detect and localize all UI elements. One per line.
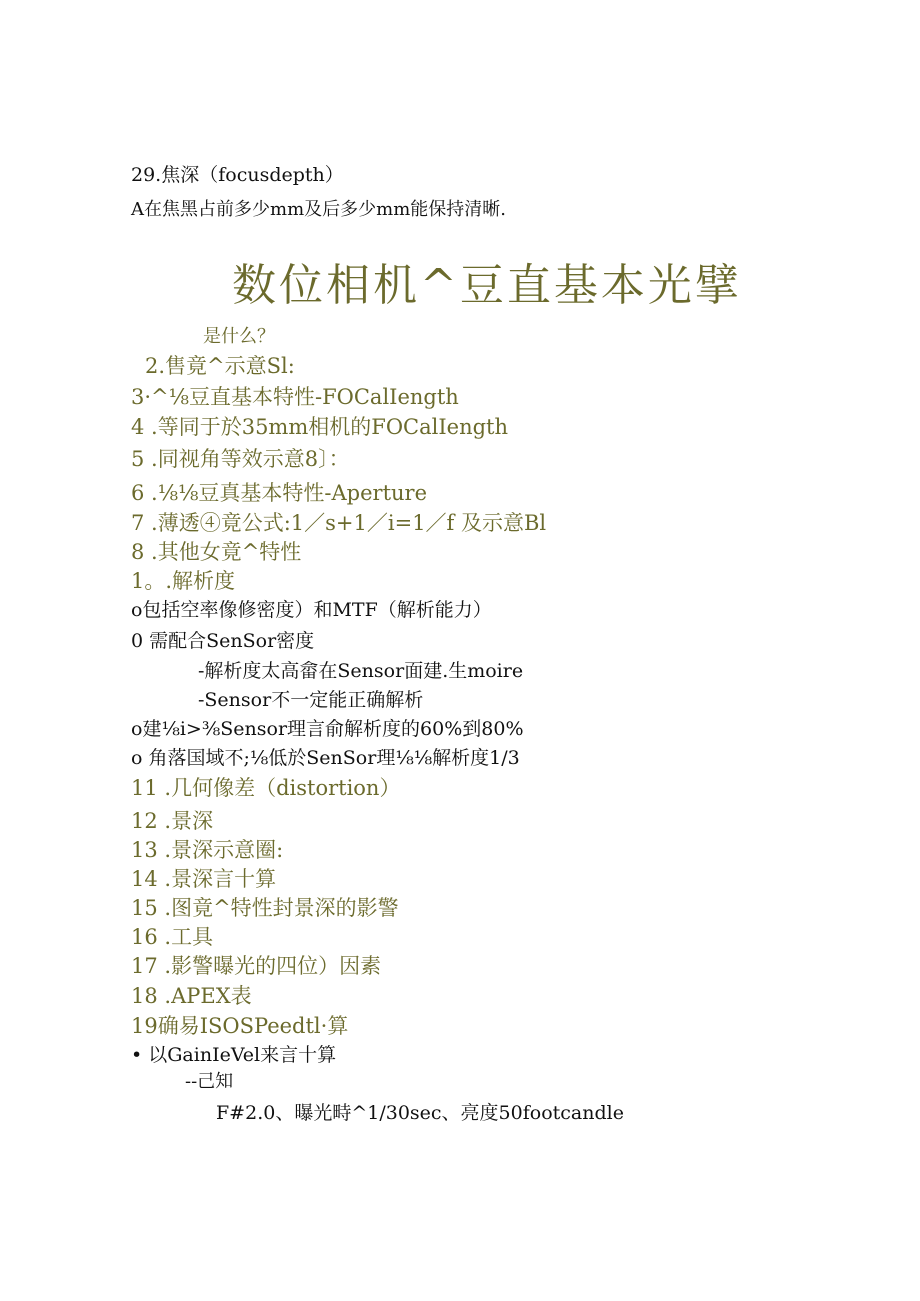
line-08: 8 .其他女竟^特性 — [131, 540, 302, 564]
line-gain-level: • 以GainIeVel来言十算 — [131, 1044, 337, 1066]
line-03: 3·^⅛豆直基本特性-FOCalIength — [131, 385, 459, 409]
line-06: 6 .⅛⅛豆真基本特性-Aperture — [131, 481, 428, 505]
line-13: 13 .景深示意圈: — [131, 838, 284, 862]
line-resolution-includes: o包括空率像修密度）和MTF（解析能力） — [131, 599, 492, 621]
line-14: 14 .景深言十算 — [131, 867, 277, 891]
line-17: 17 .影警曝光的四位）因素 — [131, 954, 382, 978]
line-07: 7 .薄透④竟公式:1／s+1／i=1／f 及示意Bl — [131, 511, 547, 535]
page-title: 数位相机^豆直基本光擘 — [232, 260, 742, 311]
line-focus-depth-desc: A在焦黑占前多少mm及后多少mm能保持清晰. — [131, 199, 506, 220]
line-moire: -解析度太高畲在Sensor面建.生moire — [198, 660, 524, 682]
line-02: 2.售竟^示意Sl: — [145, 354, 295, 378]
line-12: 12 .景深 — [131, 809, 214, 833]
line-sensor-density: 0 需配合SenSor密度 — [131, 630, 315, 652]
line-known: --己知 — [185, 1071, 234, 1092]
line-sensor-not-resolve: -Sensor不一定能正确解析 — [198, 689, 424, 711]
line-corner-region: o 角落国域不;⅛低於SenSor理⅛⅛解析度1/3 — [131, 747, 520, 769]
line-16: 16 .工具 — [131, 925, 214, 949]
line-29-focus-depth: 29.焦深（focusdepth） — [131, 164, 344, 186]
line-what-is: 是什么？ — [203, 326, 275, 347]
line-19-iso: 19确易ISOSPeedtl·算 — [131, 1014, 349, 1038]
line-suggest-60-80: o建⅛i>⅜Sensor理言俞解析度的60%到80% — [131, 718, 524, 740]
line-18-apex: 18 .APEX表 — [131, 984, 252, 1008]
line-f-number: F#2.0、曝光畤^1/30sec、亮度50footcandle — [216, 1102, 624, 1124]
line-11-distortion: 11 .几何像差（distortion） — [131, 776, 401, 800]
line-04: 4 .等同于於35mm相机的FOCalIength — [131, 415, 509, 439]
line-10-resolution: 1。.解析度 — [131, 569, 236, 593]
line-15: 15 .图竟^特性封景深的影警 — [131, 896, 399, 920]
line-05: 5 .同视角等效示意8〕： — [131, 447, 350, 471]
